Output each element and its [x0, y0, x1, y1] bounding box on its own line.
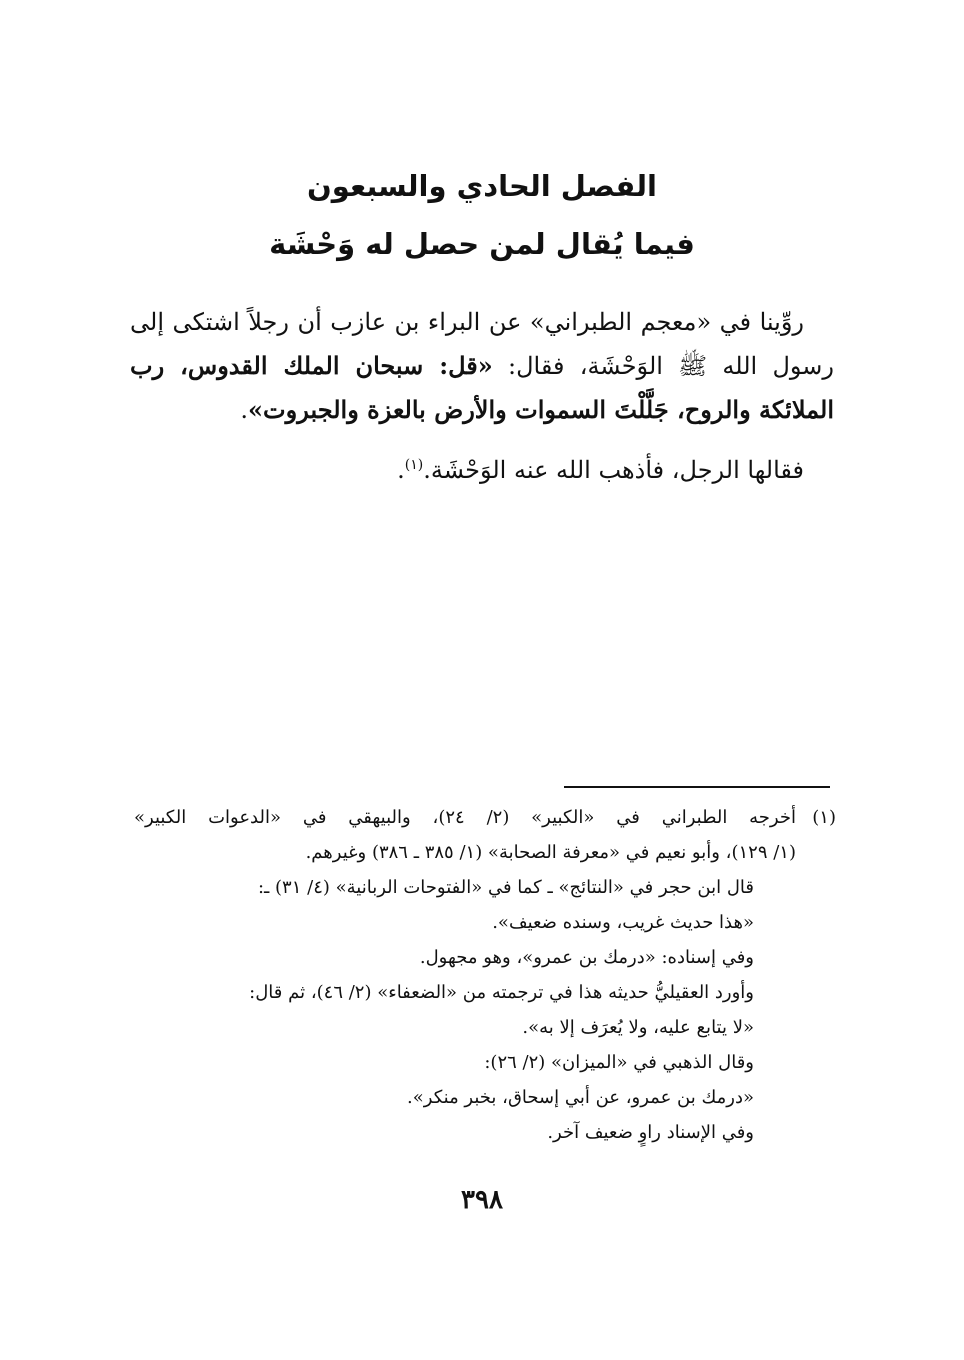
main-text	[130, 300, 834, 492]
footnote-line: «درمك بن عمرو، عن أبي إسحاق، بخبر منكر».	[407, 1087, 754, 1108]
footnote-line: وفي الإسناد راوٍ ضعيف آخر.	[547, 1122, 754, 1143]
outcome-text: فقالها الرجل، فأذهب الله عنه الوَحْشَة.	[423, 456, 804, 484]
footnote-line: وقال الذهبي في «الميزان» (٢/ ٢٦):	[484, 1052, 754, 1073]
chapter-subtitle: فيما يُقال لمن حصل له وَحْشَة	[269, 227, 695, 261]
footnote-marker: (١)	[812, 807, 836, 828]
footnote-separator	[564, 786, 830, 788]
footnote-line: (١/ ١٢٩)، وأبو نعيم في «معرفة الصحابة» (١/ ٣٨٥ ـ ٣٨٦) وغيرهم.	[305, 842, 796, 863]
hadith-end-punct: .	[240, 396, 249, 424]
footnotes	[134, 800, 836, 1150]
paragraph-hadith	[130, 300, 834, 432]
paragraph-outcome	[130, 448, 834, 492]
hadith-quote: «قل: سبحان الملك القدوس، رب الملائكة والروح، جَلَّلْتَ السموات والأرض بالعزة والجبروت»	[130, 351, 834, 424]
footnote-line: «لا يتابع عليه، ولا يُعرَف إلا به».	[522, 1017, 754, 1038]
footnote-line: وفي إسناده: «درمك بن عمرو»، وهو مجهول.	[419, 947, 754, 968]
hadith-narration: روِّينا في «معجم الطبراني» عن البراء بن عازب أن رجلاً اشتكى إلى رسول الله ﷺ الوَحْشَة، فقال:	[130, 308, 834, 380]
chapter-title: الفصل الحادي والسبعون	[307, 169, 657, 203]
footnote-line: وأورد العقيليُّ حديثه هذا في ترجمته من «الضعفاء» (٢/ ٤٦)، ثم قال:	[249, 982, 754, 1003]
footnote-line: (١)أخرجه الطبراني في «الكبير» (٢/ ٢٤)، والبيهقي في «الدعوات الكبير»	[134, 800, 836, 835]
page-number: ٣٩٨	[461, 1185, 503, 1215]
footnote-line: قال ابن حجر في «النتائج» ـ كما في «الفتوحات الربانية» (٤/ ٣١) ـ:	[257, 877, 754, 898]
footnote-line: «هذا حديث غريب، وسنده ضعيف».	[492, 912, 754, 933]
footnote-reference[interactable]: (١)	[404, 457, 424, 473]
outcome-end-punct: .	[397, 456, 405, 484]
